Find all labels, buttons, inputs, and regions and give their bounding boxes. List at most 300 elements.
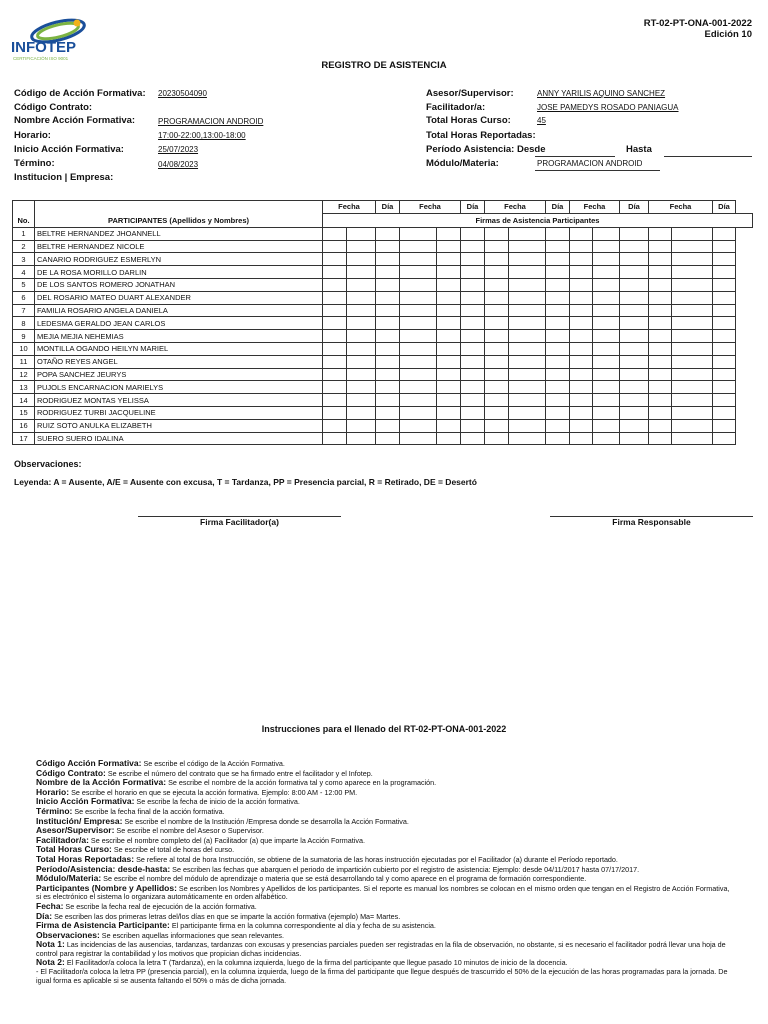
signature-cell[interactable] — [461, 317, 485, 330]
signature-cell[interactable] — [649, 406, 672, 419]
signature-cell[interactable] — [620, 330, 649, 343]
signature-cell[interactable] — [713, 394, 736, 407]
signature-cell[interactable] — [649, 355, 672, 368]
signature-cell[interactable] — [376, 368, 400, 381]
signature-cell[interactable] — [546, 381, 570, 394]
signature-cell[interactable] — [323, 355, 347, 368]
signature-cell[interactable] — [672, 330, 713, 343]
signature-cell[interactable] — [485, 368, 509, 381]
signature-cell[interactable] — [323, 330, 347, 343]
signature-cell[interactable] — [400, 342, 437, 355]
signature-cell[interactable] — [570, 266, 593, 279]
signature-cell[interactable] — [376, 304, 400, 317]
signature-cell[interactable] — [546, 304, 570, 317]
signature-cell[interactable] — [485, 432, 509, 445]
signature-cell[interactable] — [649, 304, 672, 317]
signature-cell[interactable] — [347, 394, 376, 407]
signature-cell[interactable] — [509, 253, 546, 266]
signature-cell[interactable] — [509, 381, 546, 394]
signature-cell[interactable] — [713, 266, 736, 279]
signature-cell[interactable] — [461, 419, 485, 432]
signature-cell[interactable] — [546, 291, 570, 304]
participant-name: BELTRE HERNANDEZ JHOANNELL — [35, 227, 323, 240]
signature-cell[interactable] — [323, 368, 347, 381]
signature-cell[interactable] — [323, 304, 347, 317]
signature-cell[interactable] — [672, 355, 713, 368]
signature-cell[interactable] — [546, 342, 570, 355]
signature-cell[interactable] — [620, 368, 649, 381]
signature-cell[interactable] — [400, 227, 437, 240]
signature-cell[interactable] — [672, 227, 713, 240]
value-asesor: ANNY YARILIS AQUINO SANCHEZ — [537, 89, 666, 98]
signature-cell[interactable] — [672, 394, 713, 407]
signature-cell[interactable] — [672, 291, 713, 304]
signature-cell[interactable] — [376, 432, 400, 445]
signature-cell[interactable] — [323, 317, 347, 330]
header-dia-2: Día — [461, 201, 485, 214]
signature-cell[interactable] — [485, 240, 509, 253]
signature-cell[interactable] — [570, 368, 593, 381]
signature-cell[interactable] — [713, 317, 736, 330]
instruction-item — [36, 788, 736, 798]
signature-cell[interactable] — [713, 291, 736, 304]
participant-name: FAMILIA ROSARIO ANGELA DANIELA — [35, 304, 323, 317]
signature-cell[interactable] — [400, 394, 437, 407]
signature-cell[interactable] — [593, 381, 620, 394]
signature-cell[interactable] — [485, 342, 509, 355]
signature-cell[interactable] — [546, 394, 570, 407]
signature-cell[interactable] — [347, 330, 376, 343]
signature-cell[interactable] — [485, 419, 509, 432]
signature-cell[interactable] — [672, 304, 713, 317]
infotep-logo — [10, 14, 100, 64]
signature-cell[interactable] — [437, 406, 461, 419]
signature-cell[interactable] — [509, 266, 546, 279]
signature-cell[interactable] — [649, 317, 672, 330]
signature-cell[interactable] — [570, 304, 593, 317]
signature-cell[interactable] — [461, 266, 485, 279]
signature-cell[interactable] — [509, 355, 546, 368]
signature-cell[interactable] — [672, 253, 713, 266]
signature-cell[interactable] — [376, 381, 400, 394]
signature-cell[interactable] — [649, 432, 672, 445]
row-number: 6 — [13, 291, 35, 304]
signature-cell[interactable] — [570, 227, 593, 240]
signature-cell[interactable] — [713, 419, 736, 432]
signature-cell[interactable] — [509, 394, 546, 407]
participant-name: BELTRE HERNANDEZ NICOLE — [35, 240, 323, 253]
signature-cell[interactable] — [546, 355, 570, 368]
signature-cell[interactable] — [672, 278, 713, 291]
signature-cell[interactable] — [570, 432, 593, 445]
signature-cell[interactable] — [485, 394, 509, 407]
signature-cell[interactable] — [546, 317, 570, 330]
signature-cell[interactable] — [509, 368, 546, 381]
signature-cell[interactable] — [509, 304, 546, 317]
doc-code: RT-02-PT-ONA-001-2022 — [643, 18, 752, 29]
signature-cell[interactable] — [323, 419, 347, 432]
signature-cell[interactable] — [400, 419, 437, 432]
signature-cell[interactable] — [713, 406, 736, 419]
signature-cell[interactable] — [509, 278, 546, 291]
signature-cell[interactable] — [620, 266, 649, 279]
signature-cell[interactable] — [620, 432, 649, 445]
instruction-key: Observaciones: — [36, 929, 100, 940]
signature-cell[interactable] — [400, 368, 437, 381]
signature-cell[interactable] — [376, 253, 400, 266]
signature-cell[interactable] — [461, 330, 485, 343]
signature-cell[interactable] — [376, 394, 400, 407]
signature-cell[interactable] — [347, 266, 376, 279]
signature-cell[interactable] — [713, 342, 736, 355]
signature-cell[interactable] — [323, 227, 347, 240]
signature-cell[interactable] — [593, 278, 620, 291]
table-row — [13, 304, 753, 317]
signature-cell[interactable] — [713, 304, 736, 317]
signature-cell[interactable] — [570, 291, 593, 304]
signature-cell[interactable] — [347, 419, 376, 432]
signature-cell[interactable] — [323, 432, 347, 445]
signature-cell[interactable] — [347, 381, 376, 394]
signature-cell[interactable] — [649, 330, 672, 343]
signature-cell[interactable] — [620, 304, 649, 317]
signature-cell[interactable] — [400, 278, 437, 291]
signature-cell[interactable] — [461, 342, 485, 355]
label-codigo-accion: Código de Acción Formativa: — [14, 88, 146, 99]
signature-cell[interactable] — [593, 355, 620, 368]
signature-cell[interactable] — [593, 394, 620, 407]
signature-cell[interactable] — [593, 419, 620, 432]
signature-cell[interactable] — [323, 253, 347, 266]
signature-cell[interactable] — [620, 406, 649, 419]
signature-cell[interactable] — [347, 355, 376, 368]
signature-cell[interactable] — [593, 432, 620, 445]
signature-cell[interactable] — [347, 342, 376, 355]
signature-cell[interactable] — [649, 342, 672, 355]
label-total-horas-curso: Total Horas Curso: — [426, 115, 511, 126]
signature-cell[interactable] — [546, 419, 570, 432]
label-facilitador: Facilitador/a: — [426, 102, 486, 113]
periodo-desde-line — [535, 156, 615, 157]
signature-cell[interactable] — [461, 304, 485, 317]
signature-cell[interactable] — [620, 394, 649, 407]
signature-cell[interactable] — [376, 342, 400, 355]
signature-cell[interactable] — [649, 227, 672, 240]
signature-cell[interactable] — [620, 278, 649, 291]
value-total-horas-curso: 45 — [537, 116, 546, 125]
signature-cell[interactable] — [437, 330, 461, 343]
signature-cell[interactable] — [509, 406, 546, 419]
signature-cell[interactable] — [672, 406, 713, 419]
signature-cell[interactable] — [570, 317, 593, 330]
signature-cell[interactable] — [593, 317, 620, 330]
signature-cell[interactable] — [546, 253, 570, 266]
signature-cell[interactable] — [400, 432, 437, 445]
signature-cell[interactable] — [570, 253, 593, 266]
signature-cell[interactable] — [400, 406, 437, 419]
signature-cell[interactable] — [546, 266, 570, 279]
signature-cell[interactable] — [593, 291, 620, 304]
signature-cell[interactable] — [347, 432, 376, 445]
signature-cell[interactable] — [485, 381, 509, 394]
signature-cell[interactable] — [620, 227, 649, 240]
signature-cell[interactable] — [713, 381, 736, 394]
instruction-text: Las incidencias de las ausencias, tardanzas, tardanzas con excusas y presencias parciales pueden ser registradas en la fila de observación, no obstante, si es necesario el facilitador podrá llevar una hoja de control para registrar la contabilidad y los motivos que propician dichas incidencias. — [36, 940, 726, 958]
signature-cell[interactable] — [437, 381, 461, 394]
signature-cell[interactable] — [713, 278, 736, 291]
instruction-item — [36, 931, 736, 941]
signature-cell[interactable] — [570, 278, 593, 291]
signature-cell[interactable] — [509, 317, 546, 330]
signature-cell[interactable] — [672, 432, 713, 445]
instruction-key: Nota 2: — [36, 957, 65, 968]
signature-cell[interactable] — [570, 240, 593, 253]
signature-cell[interactable] — [509, 291, 546, 304]
signature-cell[interactable] — [437, 291, 461, 304]
signature-cell[interactable] — [437, 432, 461, 445]
signature-cell[interactable] — [347, 291, 376, 304]
instruction-text: - El Facilitador/a coloca la letra PP (presencia parcial), en la columna izquierda, luego de la firma del participante que llegue después de trascurrido el 50% de la ejecución de las horas programadas para la jornada. De igual forma es aplicable si se ausenta faltando el 50% o más de dicha jornada. — [36, 967, 728, 985]
instruction-item — [36, 826, 736, 836]
signature-cell[interactable] — [323, 278, 347, 291]
signature-cell[interactable] — [437, 355, 461, 368]
signature-cell[interactable] — [461, 253, 485, 266]
signature-cell[interactable] — [509, 330, 546, 343]
participant-name: LEDESMA GERALDO JEAN CARLOS — [35, 317, 323, 330]
signature-cell[interactable] — [347, 368, 376, 381]
participant-name: RODRIGUEZ MONTAS YELISSA — [35, 394, 323, 407]
signature-cell[interactable] — [376, 240, 400, 253]
signature-cell[interactable] — [713, 432, 736, 445]
signature-cell[interactable] — [400, 253, 437, 266]
signature-cell[interactable] — [672, 266, 713, 279]
signature-cell[interactable] — [400, 266, 437, 279]
signature-cell[interactable] — [570, 381, 593, 394]
signature-cell[interactable] — [649, 240, 672, 253]
signature-cell[interactable] — [400, 355, 437, 368]
instruction-key: Participantes (Nombre y Apellidos: — [36, 882, 177, 893]
signature-cell[interactable] — [570, 355, 593, 368]
signature-cell[interactable] — [546, 240, 570, 253]
signature-cell[interactable] — [461, 368, 485, 381]
signature-cell[interactable] — [620, 253, 649, 266]
signature-cell[interactable] — [509, 342, 546, 355]
signature-cell[interactable] — [437, 368, 461, 381]
signature-cell[interactable] — [461, 291, 485, 304]
signature-cell[interactable] — [546, 368, 570, 381]
signature-cell[interactable] — [570, 406, 593, 419]
instruction-text: Se escribe la fecha final de la acción formativa. — [74, 806, 225, 816]
signature-cell[interactable] — [672, 240, 713, 253]
signature-cell[interactable] — [546, 278, 570, 291]
signature-cell[interactable] — [672, 419, 713, 432]
row-number: 14 — [13, 394, 35, 407]
signature-cell[interactable] — [570, 419, 593, 432]
signature-cell[interactable] — [672, 342, 713, 355]
signature-cell[interactable] — [437, 266, 461, 279]
signature-cell[interactable] — [437, 419, 461, 432]
signature-cell[interactable] — [323, 266, 347, 279]
signature-cell[interactable] — [593, 330, 620, 343]
signature-cell[interactable] — [649, 381, 672, 394]
signature-cell[interactable] — [400, 240, 437, 253]
signature-cell[interactable] — [620, 291, 649, 304]
table-row — [13, 432, 753, 445]
row-number: 13 — [13, 381, 35, 394]
signature-cell[interactable] — [323, 394, 347, 407]
signature-cell[interactable] — [713, 368, 736, 381]
signature-cell[interactable] — [437, 394, 461, 407]
signature-cell[interactable] — [546, 432, 570, 445]
instruction-key: Institución/ Empresa: — [36, 815, 123, 826]
signature-cell[interactable] — [546, 330, 570, 343]
signature-cell[interactable] — [437, 227, 461, 240]
signature-cell[interactable] — [461, 227, 485, 240]
signature-cell[interactable] — [713, 330, 736, 343]
instruction-key: Nota 1: — [36, 939, 65, 950]
signature-cell[interactable] — [323, 342, 347, 355]
signature-cell[interactable] — [376, 355, 400, 368]
instruction-item — [36, 845, 736, 855]
signature-cell[interactable] — [347, 304, 376, 317]
signature-cell[interactable] — [437, 253, 461, 266]
signature-cell[interactable] — [593, 304, 620, 317]
signature-cell[interactable] — [649, 368, 672, 381]
signature-cell[interactable] — [620, 342, 649, 355]
signature-cell[interactable] — [347, 278, 376, 291]
signature-cell[interactable] — [437, 342, 461, 355]
signature-cell[interactable] — [485, 330, 509, 343]
signature-cell[interactable] — [485, 304, 509, 317]
signature-cell[interactable] — [620, 240, 649, 253]
signature-cell[interactable] — [485, 317, 509, 330]
signature-cell[interactable] — [546, 406, 570, 419]
signature-cell[interactable] — [376, 406, 400, 419]
page-title: REGISTRO DE ASISTENCIA — [321, 60, 447, 71]
signature-cell[interactable] — [400, 317, 437, 330]
doc-edition: Edición 10 — [704, 29, 752, 40]
signature-cell[interactable] — [509, 240, 546, 253]
signature-cell[interactable] — [672, 368, 713, 381]
signature-cell[interactable] — [400, 291, 437, 304]
instructions-list — [36, 759, 736, 985]
instruction-key: Total Horas Reportadas: — [36, 853, 135, 864]
signature-cell[interactable] — [672, 317, 713, 330]
signature-cell[interactable] — [461, 432, 485, 445]
signature-cell[interactable] — [649, 266, 672, 279]
signature-cell[interactable] — [347, 406, 376, 419]
signature-cell[interactable] — [461, 240, 485, 253]
signature-cell[interactable] — [620, 317, 649, 330]
signature-cell[interactable] — [347, 227, 376, 240]
signature-cell[interactable] — [593, 406, 620, 419]
signature-cell[interactable] — [347, 317, 376, 330]
signature-cell[interactable] — [485, 253, 509, 266]
signature-cell[interactable] — [649, 278, 672, 291]
signature-cell[interactable] — [400, 330, 437, 343]
signature-cell[interactable] — [485, 406, 509, 419]
signature-cell[interactable] — [437, 240, 461, 253]
signature-cell[interactable] — [649, 291, 672, 304]
signature-cell[interactable] — [400, 304, 437, 317]
signature-cell[interactable] — [593, 240, 620, 253]
instruction-item — [36, 759, 736, 769]
signature-cell[interactable] — [437, 317, 461, 330]
signature-cell[interactable] — [376, 227, 400, 240]
signature-cell[interactable] — [437, 278, 461, 291]
signature-cell[interactable] — [713, 253, 736, 266]
signature-cell[interactable] — [593, 368, 620, 381]
signature-cell[interactable] — [713, 240, 736, 253]
signature-cell[interactable] — [509, 432, 546, 445]
signature-cell[interactable] — [461, 278, 485, 291]
signature-cell[interactable] — [485, 291, 509, 304]
signature-cell[interactable] — [323, 291, 347, 304]
signature-cell[interactable] — [570, 330, 593, 343]
signature-cell[interactable] — [323, 406, 347, 419]
participant-name: DEL ROSARIO MATEO DUART ALEXANDER — [35, 291, 323, 304]
signature-cell[interactable] — [546, 227, 570, 240]
signature-cell[interactable] — [347, 253, 376, 266]
signature-cell[interactable] — [593, 253, 620, 266]
signature-cell[interactable] — [570, 394, 593, 407]
signature-cell[interactable] — [570, 342, 593, 355]
signature-cell[interactable] — [593, 266, 620, 279]
signature-cell[interactable] — [461, 394, 485, 407]
instruction-text: Se escribe el nombre del módulo de aprendizaje o materia que se está desarrollando tal y como aparece en el programa de formación correspondiente. — [103, 874, 587, 884]
signature-cell[interactable] — [509, 419, 546, 432]
signature-cell[interactable] — [713, 227, 736, 240]
signature-cell[interactable] — [347, 240, 376, 253]
signature-cell[interactable] — [509, 227, 546, 240]
signature-cell[interactable] — [376, 278, 400, 291]
signature-cell[interactable] — [461, 355, 485, 368]
signature-cell[interactable] — [323, 240, 347, 253]
signature-cell[interactable] — [649, 394, 672, 407]
signature-cell[interactable] — [461, 381, 485, 394]
signature-cell[interactable] — [461, 406, 485, 419]
signature-cell[interactable] — [620, 355, 649, 368]
signature-cell[interactable] — [672, 381, 713, 394]
header-participantes: PARTICIPANTES (Apellidos y Nombres) — [35, 213, 323, 227]
signature-cell[interactable] — [437, 304, 461, 317]
instruction-text: Se escriben las dos primeras letras del/los días en que se imparte la acción formativa (ejemplo) Ma= Martes. — [54, 911, 401, 921]
instruction-text: Se escribe el número del contrato que se ha firmado entre el facilitador y el Infotep. — [107, 768, 373, 778]
signature-cell[interactable] — [376, 419, 400, 432]
signature-cell[interactable] — [620, 381, 649, 394]
signature-cell[interactable] — [593, 342, 620, 355]
signature-cell[interactable] — [485, 227, 509, 240]
signature-cell[interactable] — [485, 278, 509, 291]
signature-cell[interactable] — [376, 330, 400, 343]
signature-cell[interactable] — [593, 227, 620, 240]
signature-cell[interactable] — [649, 419, 672, 432]
signature-cell[interactable] — [485, 266, 509, 279]
signature-cell[interactable] — [376, 291, 400, 304]
signature-cell[interactable] — [323, 381, 347, 394]
signature-cell[interactable] — [400, 381, 437, 394]
signature-cell[interactable] — [485, 355, 509, 368]
row-number: 5 — [13, 278, 35, 291]
signature-cell[interactable] — [376, 266, 400, 279]
signature-cell[interactable] — [376, 317, 400, 330]
modulo-line — [535, 170, 660, 171]
signature-cell[interactable] — [620, 419, 649, 432]
signature-cell[interactable] — [649, 253, 672, 266]
participant-name: PUJOLS ENCARNACION MARIELYS — [35, 381, 323, 394]
signature-cell[interactable] — [713, 355, 736, 368]
table-row — [13, 330, 753, 343]
